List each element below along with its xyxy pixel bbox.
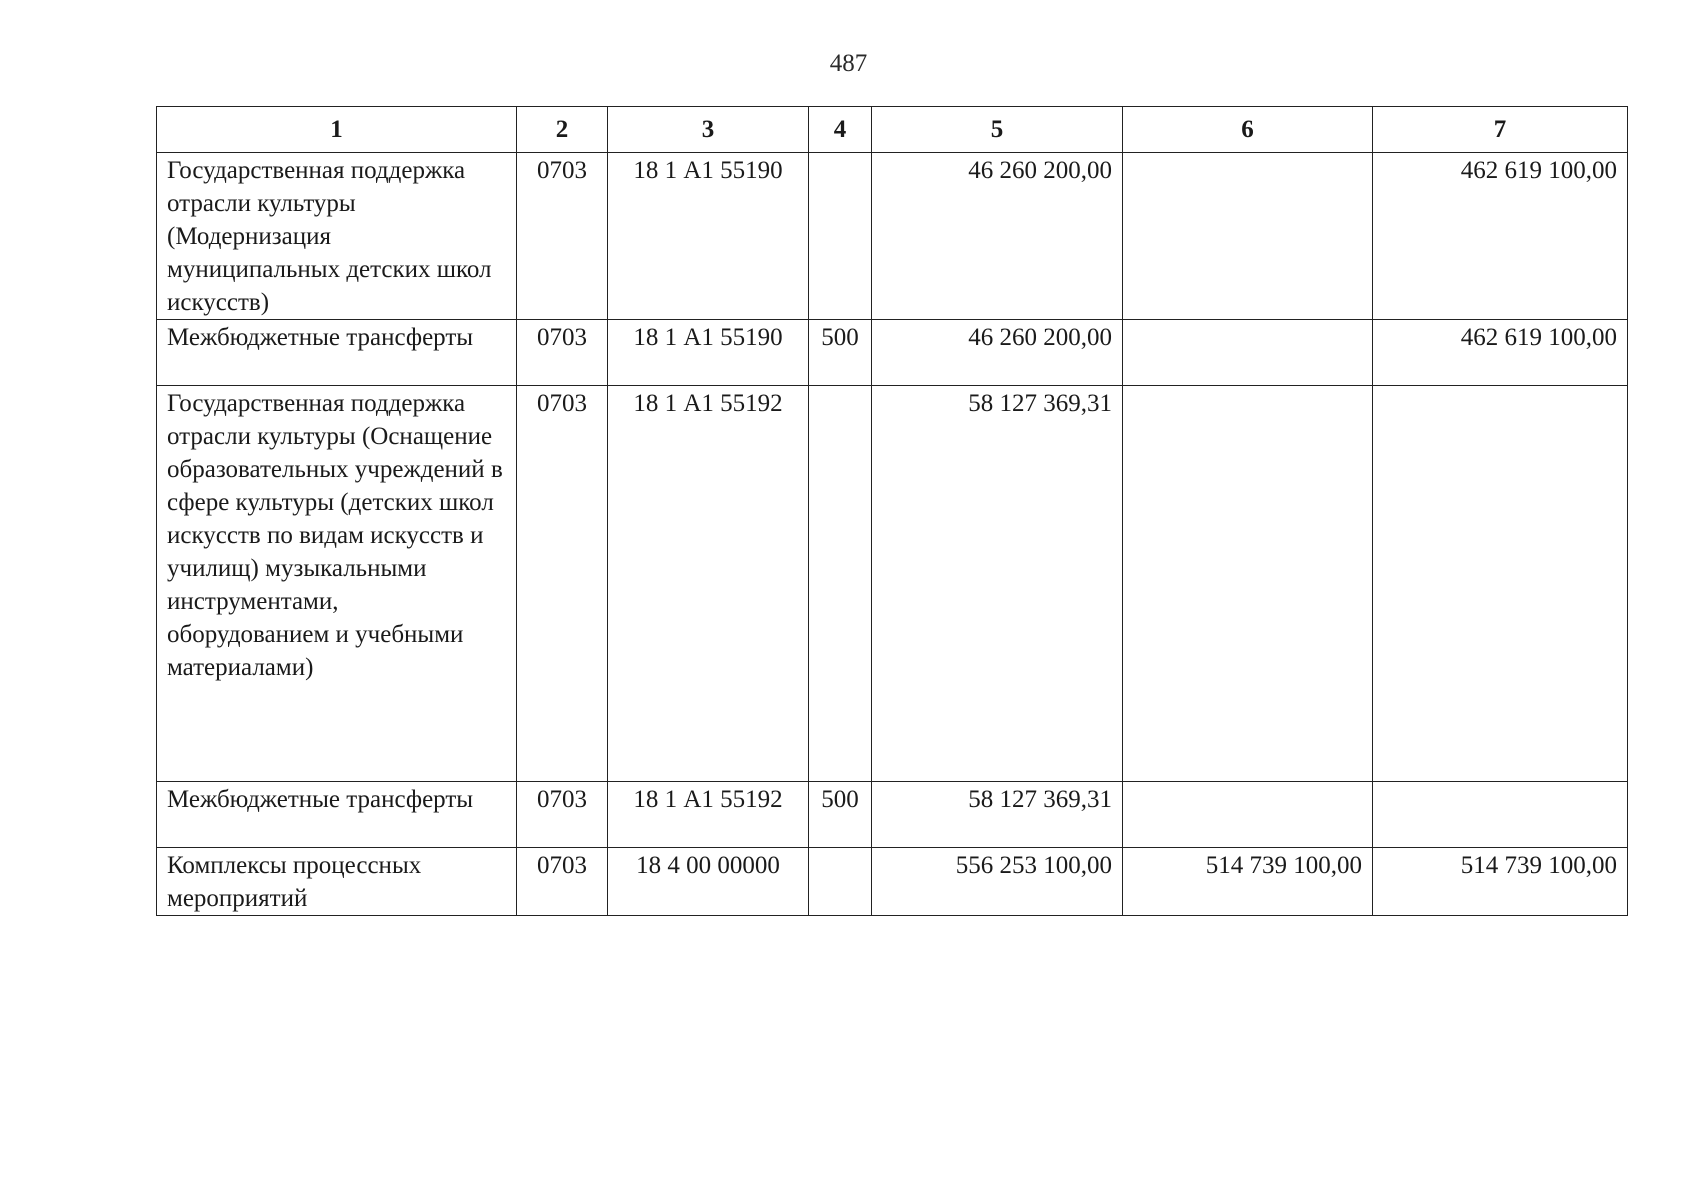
row-section: 0703: [517, 153, 608, 320]
column-header-5: 5: [872, 107, 1123, 153]
row-value-7: 462 619 100,00: [1373, 153, 1628, 320]
column-header-6: 6: [1123, 107, 1373, 153]
row-name: Государственная поддержка отрасли культуры (Оснащение образовательных учреждений в сфере культуры (детских школ искусств по видам искусств и училищ) музыкальными инструментами, оборудованием и учебными материалами): [157, 386, 517, 782]
row-type: [809, 153, 872, 320]
row-section: 0703: [517, 320, 608, 386]
column-header-7: 7: [1373, 107, 1628, 153]
table-row: [157, 320, 1628, 386]
row-value-6: [1123, 782, 1373, 848]
row-value-5: 46 260 200,00: [872, 320, 1123, 386]
row-value-6: [1123, 320, 1373, 386]
row-value-5: 556 253 100,00: [872, 848, 1123, 916]
row-code: 18 1 А1 55192: [608, 386, 809, 782]
row-type: 500: [809, 320, 872, 386]
row-value-7: [1373, 782, 1628, 848]
row-value-7: 462 619 100,00: [1373, 320, 1628, 386]
table-row: [157, 782, 1628, 848]
row-name: Комплексы процессных мероприятий: [157, 848, 517, 916]
row-value-5: 46 260 200,00: [872, 153, 1123, 320]
table-row: [157, 848, 1628, 916]
row-section: 0703: [517, 848, 608, 916]
row-name: Межбюджетные трансферты: [157, 320, 517, 386]
row-type: 500: [809, 782, 872, 848]
budget-table: [156, 106, 1628, 916]
column-header-1: 1: [157, 107, 517, 153]
row-value-6: 514 739 100,00: [1123, 848, 1373, 916]
row-code: 18 4 00 00000: [608, 848, 809, 916]
header-row: [157, 107, 1628, 153]
row-name: Государственная поддержка отрасли культуры (Модернизация муниципальных детских школ искусств): [157, 153, 517, 320]
row-section: 0703: [517, 386, 608, 782]
row-code: 18 1 А1 55190: [608, 320, 809, 386]
row-section: 0703: [517, 782, 608, 848]
row-value-5: 58 127 369,31: [872, 386, 1123, 782]
row-type: [809, 386, 872, 782]
column-header-4: 4: [809, 107, 872, 153]
row-value-7: [1373, 386, 1628, 782]
row-code: 18 1 А1 55192: [608, 782, 809, 848]
column-header-3: 3: [608, 107, 809, 153]
row-value-5: 58 127 369,31: [872, 782, 1123, 848]
row-code: 18 1 А1 55190: [608, 153, 809, 320]
table-row: [157, 386, 1628, 782]
page-number: 487: [829, 50, 868, 77]
row-value-6: [1123, 153, 1373, 320]
table-row: [157, 153, 1628, 320]
column-header-2: 2: [517, 107, 608, 153]
row-name: Межбюджетные трансферты: [157, 782, 517, 848]
row-type: [809, 848, 872, 916]
row-value-7: 514 739 100,00: [1373, 848, 1628, 916]
row-value-6: [1123, 386, 1373, 782]
